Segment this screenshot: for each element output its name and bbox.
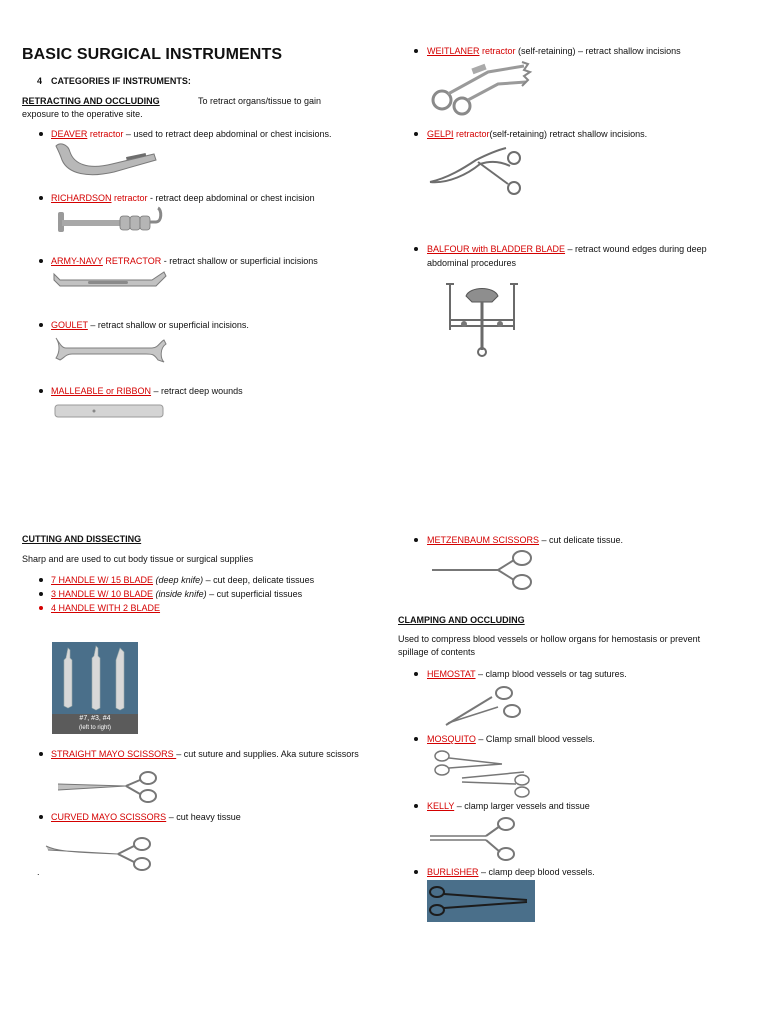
list-item-burlisher	[427, 866, 595, 879]
instrument-desc: – used to retract deep abdominal or chest incisions.	[123, 129, 332, 139]
bullet	[39, 389, 43, 393]
instrument-name: GELPI	[427, 129, 454, 139]
instrument-name: GOULET	[51, 320, 88, 330]
hemostat-image	[444, 683, 524, 729]
instrument-desc: - retract shallow or superficial incisions	[161, 256, 318, 266]
bullet	[414, 870, 418, 874]
instrument-name: DEAVER	[51, 129, 88, 139]
instrument-suffix: retractor	[111, 193, 148, 203]
instrument-name: MOSQUITO	[427, 734, 476, 744]
bullet	[414, 672, 418, 676]
instrument-name: 3 HANDLE W/ 10 BLADE	[51, 589, 154, 599]
bullet	[39, 606, 43, 610]
balfour-retractor-image	[444, 280, 520, 358]
instrument-desc: – clamp larger vessels and tissue	[454, 801, 590, 811]
malleable-retractor-image	[54, 403, 164, 419]
instrument-desc: – cut heavy tissue	[166, 812, 241, 822]
instrument-desc: – cut suture and supplies. Aka suture scissors	[176, 749, 359, 759]
bullet	[39, 592, 43, 596]
clamping-desc-1: Used to compress blood vessels or hollow organs for hemostasis or prevent	[398, 634, 701, 644]
categories-heading: CATEGORIES IF INSTRUMENTS:	[51, 76, 191, 86]
weitlaner-retractor-image	[428, 60, 534, 116]
instrument-desc: – cut deep, delicate tissues	[203, 575, 315, 585]
instrument-name: BALFOUR with BLADDER BLADE	[427, 244, 566, 254]
list-item-goulet	[51, 319, 249, 332]
instrument-name: HEMOSTAT	[427, 669, 476, 679]
instrument-suffix: retractor	[87, 129, 124, 139]
retracting-desc-2: exposure to the operative site.	[22, 109, 143, 119]
bullet	[39, 259, 43, 263]
gelpi-retractor-image	[428, 144, 524, 200]
curved-mayo-scissors-image	[44, 836, 156, 872]
deaver-retractor-image	[52, 140, 158, 180]
bullet	[414, 132, 418, 136]
list-item-kelly	[427, 800, 590, 813]
bullet	[414, 247, 418, 251]
instrument-suffix: retractor	[453, 129, 490, 139]
page-title: BASIC SURGICAL INSTRUMENTS	[22, 46, 283, 63]
instrument-name: RICHARDSON	[51, 193, 112, 203]
list-item-army-navy	[51, 255, 318, 268]
list-item-metzenbaum	[427, 534, 623, 547]
bullet	[39, 815, 43, 819]
straight-mayo-scissors-image	[56, 770, 162, 806]
photo-caption-2: (left to right)	[78, 725, 111, 731]
instrument-suffix: retractor	[479, 46, 516, 56]
instrument-desc: – cut superficial tissues	[206, 589, 303, 599]
list-item-balfour	[427, 243, 707, 256]
instrument-name: CURVED MAYO SCISSORS	[51, 812, 167, 822]
photo-caption-1: #7, #3, #4	[79, 715, 111, 722]
list-item-richardson	[51, 192, 315, 205]
list-item-malleable	[51, 385, 243, 398]
balfour-desc-2: abdominal procedures	[427, 258, 517, 268]
instrument-name: KELLY	[427, 801, 455, 811]
instrument-desc: – retract wound edges during deep	[565, 244, 707, 254]
instrument-name: BURLISHER	[427, 867, 479, 877]
instrument-name: 4 HANDLE WITH 2 BLADE	[51, 603, 161, 613]
instrument-desc: – cut delicate tissue.	[539, 535, 624, 545]
clamping-desc-2: spillage of contents	[398, 647, 476, 657]
metzenbaum-scissors-image	[430, 550, 534, 592]
clamping-heading: CLAMPING AND OCCLUDING	[398, 615, 525, 625]
instrument-name: WEITLANER	[427, 46, 480, 56]
army-navy-retractor-image	[52, 270, 168, 296]
cutting-desc: Sharp and are used to cut body tissue or surgical supplies	[22, 554, 254, 564]
list-item-gelpi	[427, 128, 647, 141]
kelly-image	[428, 816, 518, 864]
mosquito-image	[432, 748, 532, 798]
stray-mark: .	[37, 867, 40, 877]
goulet-retractor-image	[54, 336, 168, 364]
instrument-desc: - retract deep abdominal or chest incision	[147, 193, 315, 203]
richardson-retractor-image	[56, 208, 168, 238]
list-item-handle-7	[51, 574, 314, 587]
list-item-straight-mayo	[51, 748, 359, 761]
list-item-handle-4	[51, 602, 160, 615]
bullet	[414, 737, 418, 741]
instrument-desc: – Clamp small blood vessels.	[475, 734, 595, 744]
instrument-desc: – clamp blood vessels or tag sutures.	[475, 669, 627, 679]
burlisher-photo	[427, 880, 535, 922]
categories-number: 4	[37, 76, 43, 86]
retracting-heading: RETRACTING AND OCCLUDING	[22, 96, 160, 106]
bullet	[414, 804, 418, 808]
instrument-desc: – clamp deep blood vessels.	[478, 867, 595, 877]
list-item-hemostat	[427, 668, 627, 681]
instrument-name: METZENBAUM SCISSORS	[427, 535, 540, 545]
bullet	[39, 196, 43, 200]
instrument-name: MALLEABLE or RIBBON	[51, 386, 152, 396]
instrument-note: (inside knife)	[153, 589, 207, 599]
instrument-desc: (self-retaining) – retract shallow incisions	[515, 46, 681, 56]
scalpel-handles-photo	[52, 642, 138, 734]
instrument-desc: (self-retaining) retract shallow incisions.	[489, 129, 648, 139]
list-item-weitlaner	[427, 45, 681, 58]
cutting-heading: CUTTING AND DISSECTING	[22, 534, 142, 544]
bullet	[39, 132, 43, 136]
instrument-name: ARMY-NAVY	[51, 256, 103, 266]
bullet	[39, 323, 43, 327]
instrument-name: STRAIGHT MAYO SCISSORS	[51, 749, 177, 759]
instrument-note: (deep knife)	[153, 575, 204, 585]
list-item-mosquito	[427, 733, 595, 746]
bullet	[39, 578, 43, 582]
bullet	[414, 49, 418, 53]
bullet	[39, 752, 43, 756]
bullet	[414, 538, 418, 542]
instrument-suffix: RETRACTOR	[102, 256, 162, 266]
instrument-desc: – retract shallow or superficial incisions.	[87, 320, 249, 330]
list-item-curved-mayo	[51, 811, 241, 824]
instrument-desc: – retract deep wounds	[151, 386, 243, 396]
retracting-desc-1: To retract organs/tissue to gain	[198, 96, 322, 106]
instrument-name: 7 HANDLE W/ 15 BLADE	[51, 575, 154, 585]
list-item-handle-3	[51, 588, 302, 601]
